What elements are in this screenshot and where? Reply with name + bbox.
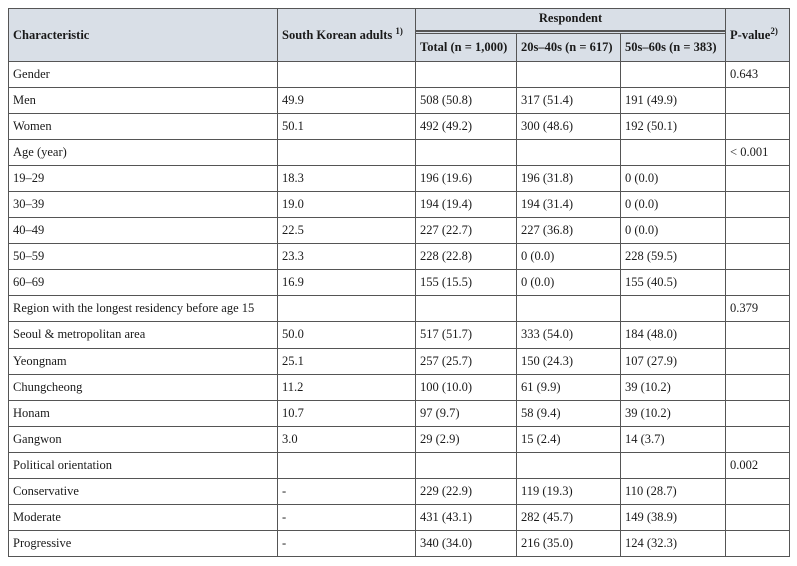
cell-20s-40s: [517, 452, 621, 478]
cell-south-korean-adults: 16.9: [278, 270, 416, 296]
cell-total: 196 (19.6): [416, 166, 517, 192]
cell-characteristic: Honam: [9, 400, 278, 426]
cell-p-value: [726, 114, 790, 140]
cell-total: 340 (34.0): [416, 530, 517, 556]
cell-p-value: [726, 88, 790, 114]
cell-south-korean-adults: [278, 452, 416, 478]
cell-characteristic: Gangwon: [9, 426, 278, 452]
cell-20s-40s: 15 (2.4): [517, 426, 621, 452]
cell-20s-40s: 58 (9.4): [517, 400, 621, 426]
cell-total: 155 (15.5): [416, 270, 517, 296]
cell-p-value: 0.002: [726, 452, 790, 478]
cell-total: 29 (2.9): [416, 426, 517, 452]
cell-characteristic: Progressive: [9, 530, 278, 556]
cell-50s-60s: 124 (32.3): [621, 530, 726, 556]
table-row: [9, 530, 790, 556]
footnote-2-marker: 2): [770, 25, 778, 36]
cell-20s-40s: 0 (0.0): [517, 244, 621, 270]
cell-total: [416, 452, 517, 478]
cell-p-value: [726, 192, 790, 218]
footnote-1-marker: 1): [395, 25, 403, 36]
cell-50s-60s: 192 (50.1): [621, 114, 726, 140]
table-row: [9, 426, 790, 452]
cell-p-value: [726, 244, 790, 270]
cell-50s-60s: 228 (59.5): [621, 244, 726, 270]
cell-p-value: < 0.001: [726, 140, 790, 166]
table-row: [9, 348, 790, 374]
table-row: [9, 192, 790, 218]
header-respondent-label: Respondent: [538, 10, 603, 25]
cell-south-korean-adults: 10.7: [278, 400, 416, 426]
cell-20s-40s: 150 (24.3): [517, 348, 621, 374]
cell-characteristic: Men: [9, 88, 278, 114]
cell-20s-40s: 119 (19.3): [517, 478, 621, 504]
table-row: [9, 322, 790, 348]
cell-20s-40s: 0 (0.0): [517, 270, 621, 296]
cell-south-korean-adults: -: [278, 478, 416, 504]
characteristics-table: [8, 8, 790, 557]
header-group-50s-60s: 50s–60s (n = 383): [621, 34, 726, 62]
table-row: [9, 452, 790, 478]
cell-p-value: [726, 400, 790, 426]
cell-total: [416, 296, 517, 322]
header-p-value: [726, 9, 790, 62]
cell-20s-40s: 300 (48.6): [517, 114, 621, 140]
table-body: [9, 62, 790, 557]
cell-20s-40s: [517, 140, 621, 166]
cell-50s-60s: [621, 140, 726, 166]
cell-20s-40s: 317 (51.4): [517, 88, 621, 114]
cell-characteristic: Chungcheong: [9, 374, 278, 400]
cell-total: 228 (22.8): [416, 244, 517, 270]
cell-50s-60s: [621, 62, 726, 88]
cell-p-value: [726, 270, 790, 296]
cell-50s-60s: 0 (0.0): [621, 192, 726, 218]
cell-50s-60s: 184 (48.0): [621, 322, 726, 348]
cell-p-value: [726, 322, 790, 348]
cell-p-value: [726, 374, 790, 400]
table-row: [9, 504, 790, 530]
cell-characteristic: 40–49: [9, 218, 278, 244]
cell-characteristic: Seoul & metropolitan area: [9, 322, 278, 348]
cell-total: 508 (50.8): [416, 88, 517, 114]
header-respondent: [416, 9, 726, 34]
header-south-korean-adults: [278, 9, 416, 62]
cell-total: 492 (49.2): [416, 114, 517, 140]
cell-p-value: [726, 530, 790, 556]
cell-20s-40s: 333 (54.0): [517, 322, 621, 348]
table-row: [9, 140, 790, 166]
cell-characteristic: 19–29: [9, 166, 278, 192]
cell-south-korean-adults: -: [278, 504, 416, 530]
cell-p-value: [726, 478, 790, 504]
cell-20s-40s: 61 (9.9): [517, 374, 621, 400]
cell-south-korean-adults: 49.9: [278, 88, 416, 114]
table-row: [9, 296, 790, 322]
table-row: [9, 218, 790, 244]
cell-south-korean-adults: [278, 140, 416, 166]
cell-20s-40s: 196 (31.8): [517, 166, 621, 192]
cell-south-korean-adults: 50.0: [278, 322, 416, 348]
cell-50s-60s: 39 (10.2): [621, 374, 726, 400]
table-row: [9, 244, 790, 270]
cell-p-value: [726, 166, 790, 192]
cell-50s-60s: 149 (38.9): [621, 504, 726, 530]
cell-characteristic: Age (year): [9, 140, 278, 166]
table-row: [9, 400, 790, 426]
cell-south-korean-adults: 22.5: [278, 218, 416, 244]
cell-characteristic: Moderate: [9, 504, 278, 530]
cell-characteristic: 30–39: [9, 192, 278, 218]
header-characteristic: Characteristic: [9, 9, 278, 62]
cell-south-korean-adults: -: [278, 530, 416, 556]
header-divider: [416, 28, 725, 32]
cell-characteristic: 60–69: [9, 270, 278, 296]
cell-50s-60s: 39 (10.2): [621, 400, 726, 426]
cell-p-value: 0.643: [726, 62, 790, 88]
cell-south-korean-adults: 18.3: [278, 166, 416, 192]
cell-south-korean-adults: 19.0: [278, 192, 416, 218]
cell-50s-60s: 0 (0.0): [621, 218, 726, 244]
cell-p-value: [726, 348, 790, 374]
cell-50s-60s: 155 (40.5): [621, 270, 726, 296]
cell-south-korean-adults: 25.1: [278, 348, 416, 374]
cell-characteristic: Region with the longest residency before age 15: [9, 296, 278, 322]
cell-characteristic: Conservative: [9, 478, 278, 504]
table-row: [9, 114, 790, 140]
header-south-korean-adults-label: South Korean adults: [282, 27, 393, 42]
cell-p-value: [726, 426, 790, 452]
cell-total: 97 (9.7): [416, 400, 517, 426]
cell-p-value: [726, 504, 790, 530]
cell-50s-60s: 14 (3.7): [621, 426, 726, 452]
table-row: [9, 166, 790, 192]
cell-total: 194 (19.4): [416, 192, 517, 218]
header-total: Total (n = 1,000): [416, 34, 517, 62]
cell-20s-40s: 194 (31.4): [517, 192, 621, 218]
cell-total: 229 (22.9): [416, 478, 517, 504]
table-row: [9, 88, 790, 114]
cell-total: 257 (25.7): [416, 348, 517, 374]
cell-20s-40s: 227 (36.8): [517, 218, 621, 244]
cell-characteristic: Yeongnam: [9, 348, 278, 374]
cell-20s-40s: [517, 296, 621, 322]
cell-50s-60s: 191 (49.9): [621, 88, 726, 114]
cell-20s-40s: [517, 62, 621, 88]
cell-south-korean-adults: 50.1: [278, 114, 416, 140]
cell-p-value: 0.379: [726, 296, 790, 322]
cell-total: 100 (10.0): [416, 374, 517, 400]
cell-characteristic: Women: [9, 114, 278, 140]
cell-50s-60s: 107 (27.9): [621, 348, 726, 374]
cell-south-korean-adults: 11.2: [278, 374, 416, 400]
cell-20s-40s: 216 (35.0): [517, 530, 621, 556]
cell-total: [416, 62, 517, 88]
cell-50s-60s: [621, 296, 726, 322]
cell-characteristic: 50–59: [9, 244, 278, 270]
cell-south-korean-adults: [278, 62, 416, 88]
cell-50s-60s: 110 (28.7): [621, 478, 726, 504]
header-p-value-label: P-value: [730, 27, 771, 42]
cell-south-korean-adults: 23.3: [278, 244, 416, 270]
cell-50s-60s: [621, 452, 726, 478]
cell-p-value: [726, 218, 790, 244]
header-group-20s-40s: 20s–40s (n = 617): [517, 34, 621, 62]
cell-50s-60s: 0 (0.0): [621, 166, 726, 192]
cell-characteristic: Political orientation: [9, 452, 278, 478]
table-row: [9, 270, 790, 296]
table-row: [9, 478, 790, 504]
cell-total: [416, 140, 517, 166]
cell-characteristic: Gender: [9, 62, 278, 88]
table-row: [9, 62, 790, 88]
cell-total: 227 (22.7): [416, 218, 517, 244]
cell-south-korean-adults: [278, 296, 416, 322]
table-row: [9, 374, 790, 400]
cell-total: 517 (51.7): [416, 322, 517, 348]
cell-south-korean-adults: 3.0: [278, 426, 416, 452]
table-header: [9, 9, 790, 62]
cell-20s-40s: 282 (45.7): [517, 504, 621, 530]
cell-total: 431 (43.1): [416, 504, 517, 530]
